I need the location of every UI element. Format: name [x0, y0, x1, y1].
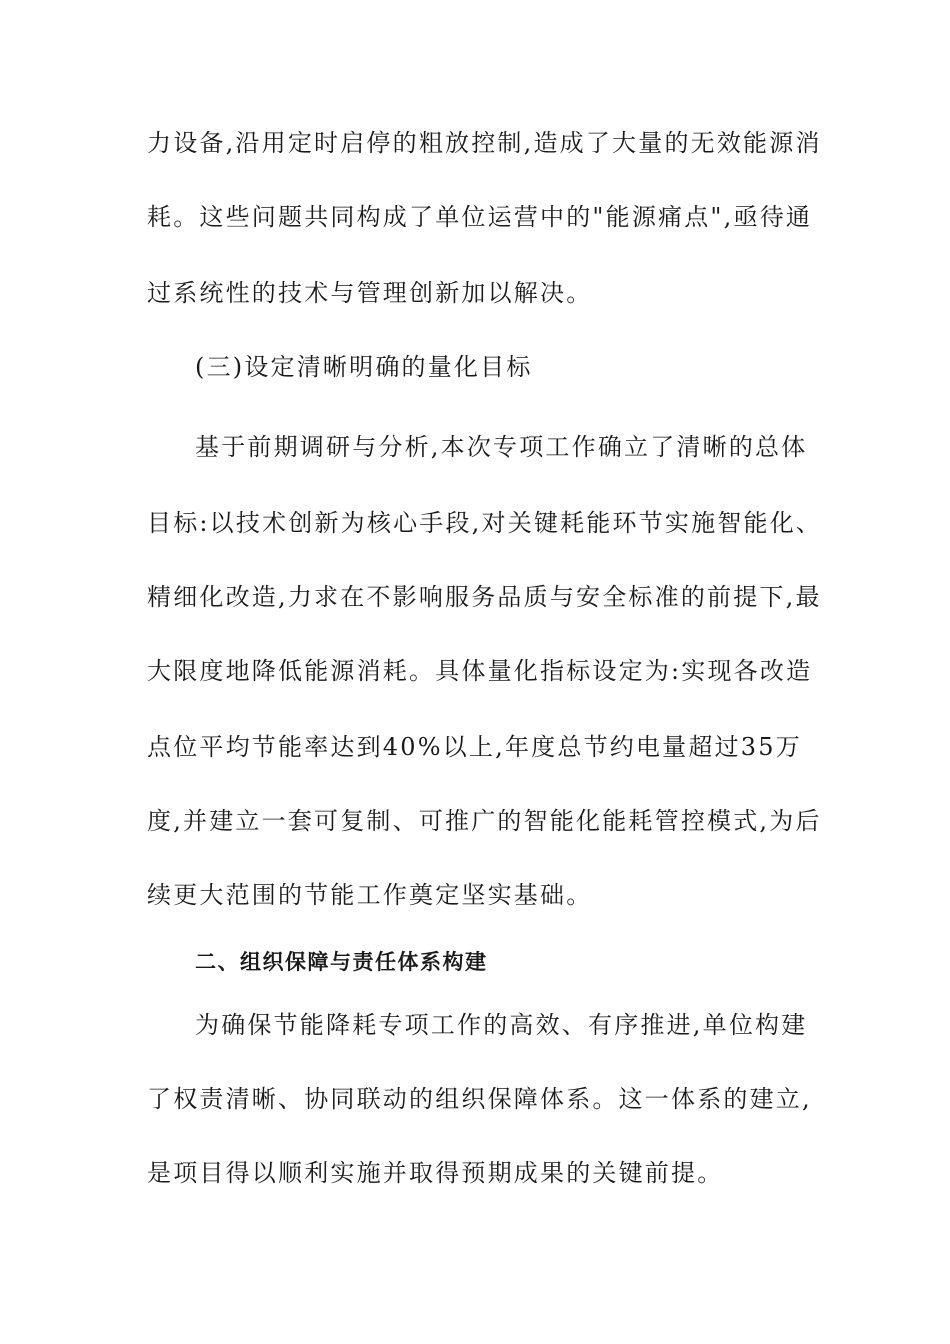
paragraph-line: 基于前期调研与分析,本次专项工作确立了清晰的总体	[195, 433, 808, 461]
paragraph-line: 耗。这些问题共同构成了单位运营中的"能源痛点",亟待通	[147, 203, 813, 231]
paragraph-line: 度,并建立一套可复制、可推广的智能化能耗管控模式,为后	[147, 807, 822, 835]
subheading: (三)设定清晰明确的量化目标	[195, 353, 533, 381]
paragraph-line: 过系统性的技术与管理创新加以解决。	[147, 279, 593, 307]
paragraph-line: 续更大范围的节能工作奠定坚实基础。	[147, 881, 593, 909]
paragraph-line: 大限度地降低能源消耗。具体量化指标设定为:实现各改造	[147, 657, 813, 685]
paragraph-line: 力设备,沿用定时启停的粗放控制,造成了大量的无效能源消	[147, 129, 822, 157]
section-heading: 二、组织保障与责任体系构建	[195, 950, 488, 974]
paragraph-line: 为确保节能降耗专项工作的高效、有序推进,单位构建	[195, 1011, 808, 1039]
paragraph-line: 点位平均节能率达到40%以上,年度总节约电量超过35万	[147, 733, 802, 761]
paragraph-line: 了权责清晰、协同联动的组织保障体系。这一体系的建立,	[147, 1085, 812, 1113]
paragraph-line: 目标:以技术创新为核心手段,对关键耗能环节实施智能化、	[147, 509, 823, 537]
paragraph-line: 精细化改造,力求在不影响服务品质与安全标准的前提下,最	[147, 583, 822, 611]
paragraph-line: 是项目得以顺利实施并取得预期成果的关键前提。	[147, 1159, 724, 1187]
